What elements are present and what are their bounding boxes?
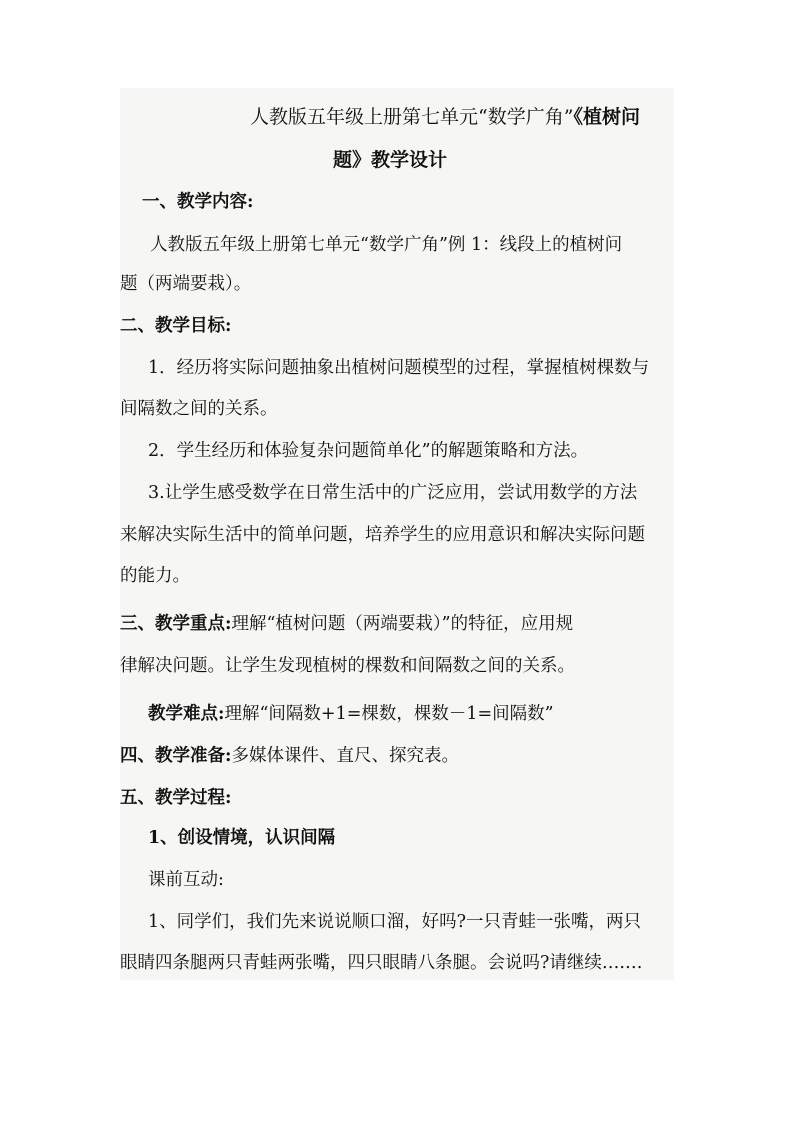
goal-3-line2: 来解决实际生活中的简单问题，培养学生的应用意识和解决实际问题 (120, 525, 645, 545)
section-1-text-line1: 人教版五年级上册第七单元“数学广角”例 1：线段上的植树问 (150, 235, 623, 255)
goal-1-line1: 1．经历将实际问题抽象出植树问题模型的过程，掌握植树棵数与 (148, 358, 650, 378)
paragraph-1-line2: 眼睛四条腿两只青蛙两张嘴，四只眼睛八条腿。会说吗?请继续….… (120, 953, 643, 973)
paragraph-1-line1: 1、同学们，我们先来说说顺口溜，好吗?一只青蛙一张嘴，两只 (148, 912, 642, 932)
difficulty-line (148, 702, 674, 726)
section-3-heading: 三、教学重点: (120, 614, 232, 634)
document-page (120, 88, 674, 980)
section-4-heading: 四、教学准备: (120, 746, 232, 766)
section-1-heading: 一、教学内容: (142, 192, 254, 212)
title-part1: 人教版五年级上册第七单元“数学广角” (250, 106, 574, 128)
goal-3-line1: 3.让学生感受数学在日常生活中的广泛应用，尝试用数学的方法 (148, 483, 638, 503)
section-5-heading: 五、教学过程: (120, 788, 232, 808)
goal-2: 2．学生经历和体验复杂问题简单化”的解题策略和方法。 (148, 441, 589, 461)
section-3-text: 理解“植树问题（两端要栽）”的特征，应用规 (231, 614, 574, 634)
goal-3-line3: 的能力。 (120, 566, 190, 586)
section-3-line2: 律解决问题。让学生发现植树的棵数和间隔数之间的关系。 (120, 656, 575, 676)
difficulty-text: 理解“间隔数+1=棵数，棵数－1=间隔数” (224, 704, 554, 724)
section-1-text-line2: 题（两端要栽）。 (120, 274, 252, 294)
section-3-line1 (120, 612, 674, 636)
pre-class-label: 课前互动: (148, 870, 224, 890)
title-part2: 《植树问 (573, 106, 640, 128)
section-4-text: 多媒体课件、直尺、探究表。 (231, 746, 459, 766)
section-4-line (120, 744, 674, 768)
document-title-line2: 题》教学设计 (333, 149, 448, 171)
section-2-heading: 二、教学目标: (120, 316, 232, 336)
goal-1-line2: 间隔数之间的关系。 (120, 399, 278, 419)
section-5-sub-1: 1、创设情境，认识间隔 (148, 828, 336, 848)
document-title-line1 (250, 105, 674, 129)
difficulty-label: 教学难点: (148, 704, 225, 724)
